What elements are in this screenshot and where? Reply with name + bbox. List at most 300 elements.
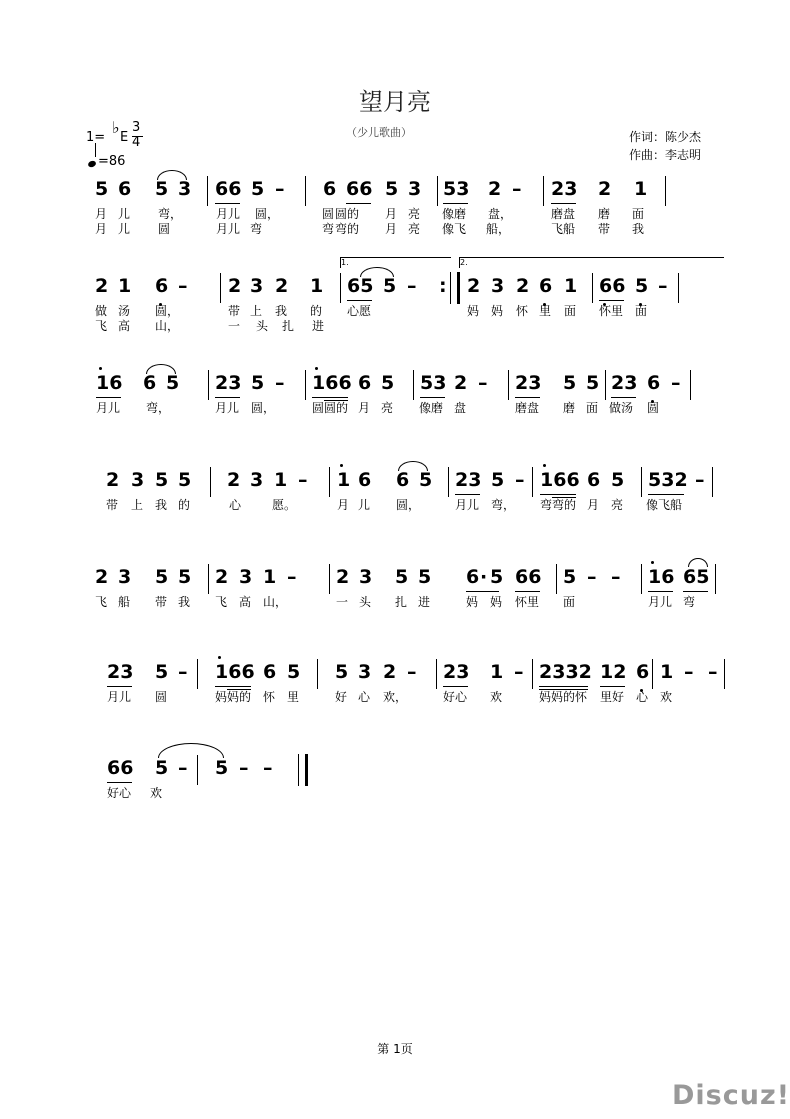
note: 1 xyxy=(490,661,504,683)
note: 6 xyxy=(587,469,601,491)
note: 5 xyxy=(95,178,109,200)
lyric: 进 xyxy=(418,595,431,609)
note: 66 xyxy=(215,178,242,200)
lyric: 月儿 xyxy=(96,401,121,415)
note: 1 66 xyxy=(312,372,352,394)
lyric: 月儿 xyxy=(215,401,240,415)
lyric: 汤 xyxy=(118,304,131,318)
note: 2 xyxy=(467,275,481,297)
lyric: 的 xyxy=(178,498,191,512)
note: 3 xyxy=(408,178,422,200)
underline xyxy=(611,397,636,398)
note: 1 xyxy=(263,566,277,588)
bar-line xyxy=(197,755,198,785)
bar-line xyxy=(715,564,716,594)
note: 6 xyxy=(636,661,650,683)
quarter-note-icon xyxy=(87,160,97,168)
note: – xyxy=(512,178,522,200)
note: 5 xyxy=(381,372,395,394)
slur xyxy=(360,267,394,277)
bar-line xyxy=(641,564,642,594)
note: 3 xyxy=(250,275,264,297)
lyric: 面 xyxy=(635,304,648,318)
page-number: 第 1页 xyxy=(377,1042,413,1056)
note: 6 xyxy=(143,372,157,394)
lyric: 船 xyxy=(118,595,131,609)
note: 3 xyxy=(358,661,372,683)
note: 1 xyxy=(660,661,674,683)
lyric: 月 xyxy=(587,498,600,512)
lyric: 弯弯的 xyxy=(540,498,577,512)
note: 5 xyxy=(335,661,349,683)
lyric: 亮 xyxy=(611,498,624,512)
note: 65 xyxy=(347,275,374,297)
note: 53 xyxy=(443,178,470,200)
lyric: 圆 xyxy=(155,690,168,704)
lyric: 像磨 xyxy=(419,401,444,415)
underline xyxy=(683,591,708,592)
note: 5 xyxy=(418,566,432,588)
lyric: 像飞船 xyxy=(646,498,683,512)
bar-line xyxy=(532,467,533,497)
bar-line xyxy=(592,273,593,303)
note: 1 xyxy=(118,275,132,297)
note: 3 xyxy=(359,566,373,588)
note: 2 xyxy=(488,178,502,200)
note: 532 xyxy=(648,469,688,491)
lyric: 面 xyxy=(563,595,576,609)
bar-line xyxy=(652,659,653,689)
bar-line xyxy=(436,659,437,689)
lyric: 山， xyxy=(263,595,288,609)
lyric: 怀 xyxy=(516,304,529,318)
note: 6 xyxy=(155,275,169,297)
note: 3 xyxy=(491,275,505,297)
bar-line xyxy=(208,370,209,400)
note: – xyxy=(407,661,417,683)
bar-line xyxy=(448,467,449,497)
slur xyxy=(157,170,187,180)
tempo-marking xyxy=(88,154,125,169)
note: 1 66 xyxy=(540,469,580,491)
bar-line xyxy=(317,659,318,689)
note: 3 xyxy=(118,566,132,588)
lyric: 圆， xyxy=(251,401,276,415)
lyric: 面 xyxy=(586,401,599,415)
underline xyxy=(420,397,445,398)
note: 5 xyxy=(385,178,399,200)
lyric: 亮 xyxy=(408,222,421,236)
note: – xyxy=(275,178,285,200)
lyric: 进 xyxy=(312,319,325,333)
lyric: 月儿 xyxy=(455,498,480,512)
bar-line xyxy=(508,370,509,400)
underline xyxy=(600,686,625,687)
lyric: 月儿 xyxy=(216,207,241,221)
lyric: 带 xyxy=(228,304,241,318)
underline xyxy=(346,203,371,204)
lyricist-credit: 作词：陈少杰 xyxy=(629,130,702,144)
lyric: 弯， xyxy=(491,498,516,512)
repeat-sign: : xyxy=(439,275,447,297)
note: 6 xyxy=(358,372,372,394)
underline xyxy=(466,591,499,592)
lyric: 做汤 xyxy=(609,401,634,415)
lyric: 磨盘 xyxy=(515,401,540,415)
note: – xyxy=(263,757,273,779)
lyric: 里 xyxy=(287,690,300,704)
lyric: 儿 xyxy=(118,222,131,236)
note: – xyxy=(287,566,297,588)
time-signature-divider xyxy=(132,136,143,137)
underline xyxy=(443,203,468,204)
note: 6 xyxy=(647,372,661,394)
underline xyxy=(215,686,251,687)
underline xyxy=(515,591,540,592)
note: 6 xyxy=(358,469,372,491)
lyric: 欢， xyxy=(383,690,408,704)
note: 6 xyxy=(396,469,410,491)
note: 53 xyxy=(420,372,447,394)
note: 2 xyxy=(227,469,241,491)
note: – xyxy=(514,661,524,683)
lyric: 弯， xyxy=(158,207,183,221)
slur xyxy=(146,364,176,374)
note: 2 xyxy=(228,275,242,297)
note: 23 xyxy=(443,661,470,683)
note: 66 xyxy=(346,178,373,200)
note: – xyxy=(239,757,249,779)
underline xyxy=(515,397,540,398)
underline xyxy=(347,300,372,301)
lyric: 儿 xyxy=(358,498,371,512)
lyric: 的 xyxy=(310,304,323,318)
lyric: 面 xyxy=(632,207,645,221)
note: 66 xyxy=(599,275,626,297)
key-prefix: 1= xyxy=(86,130,106,145)
note: 5 xyxy=(611,469,625,491)
underline xyxy=(312,397,348,398)
note: 6 xyxy=(466,566,480,588)
lyric: 月 xyxy=(95,222,108,236)
note: 2332 xyxy=(539,661,592,683)
lyric: 圆 xyxy=(647,401,660,415)
bar-line xyxy=(207,176,208,206)
tie xyxy=(158,743,224,758)
note: 5 xyxy=(155,661,169,683)
lyric: 做 xyxy=(95,304,108,318)
note: – xyxy=(407,275,417,297)
bar-line xyxy=(437,176,438,206)
lyric: 亮 xyxy=(381,401,394,415)
lyric: 圆， xyxy=(155,304,180,318)
note: 1 xyxy=(310,275,324,297)
note: – xyxy=(684,661,694,683)
note: 5 xyxy=(383,275,397,297)
bar-line xyxy=(556,564,557,594)
note: 2 xyxy=(95,275,109,297)
lyric: 山， xyxy=(155,319,180,333)
lyric: 扎 xyxy=(395,595,408,609)
bar-line xyxy=(712,467,713,497)
note: 5 xyxy=(563,372,577,394)
watermark-logo xyxy=(672,1080,790,1111)
note: – xyxy=(695,469,705,491)
note: 23 xyxy=(515,372,542,394)
note: – xyxy=(178,275,188,297)
lyric: 月 xyxy=(337,498,350,512)
note: 5 xyxy=(251,178,265,200)
bar-line xyxy=(665,176,666,206)
note: 5 xyxy=(178,566,192,588)
lyric: 像磨 xyxy=(442,207,467,221)
song-title: 望月亮 xyxy=(359,88,431,116)
lyric: 上 xyxy=(131,498,144,512)
underline xyxy=(443,686,468,687)
lyric: 我 xyxy=(178,595,191,609)
lyric: 飞船 xyxy=(551,222,576,236)
note: 2 xyxy=(454,372,468,394)
lyric: 弯 xyxy=(250,222,263,236)
lyric: 怀里 xyxy=(515,595,540,609)
lyric: 我 xyxy=(275,304,288,318)
lyric: 亮 xyxy=(408,207,421,221)
note: – xyxy=(515,469,525,491)
lyric: 月 xyxy=(385,207,398,221)
underline xyxy=(455,494,480,495)
lyric: 我 xyxy=(632,222,645,236)
underline xyxy=(107,686,132,687)
note: 2 xyxy=(383,661,397,683)
note: 6 xyxy=(263,661,277,683)
lyric: 怀 xyxy=(263,690,276,704)
bar-line xyxy=(605,370,606,400)
lyric: 月儿 xyxy=(648,595,673,609)
note-stem xyxy=(95,143,96,157)
note: 5 xyxy=(586,372,600,394)
slur xyxy=(398,461,428,471)
lyric: 愿。 xyxy=(272,498,297,512)
note: 2 xyxy=(95,566,109,588)
lyric: 心 xyxy=(636,690,649,704)
song-subtitle: （少儿歌曲） xyxy=(346,126,412,139)
lyric: 船， xyxy=(486,222,511,236)
note: 23 xyxy=(455,469,482,491)
lyric: 弯， xyxy=(146,401,171,415)
note: 5 xyxy=(491,469,505,491)
note: 6 xyxy=(118,178,132,200)
lyric: 弯 xyxy=(322,222,335,236)
bar-line xyxy=(678,273,679,303)
note: – xyxy=(298,469,308,491)
note: 5 xyxy=(395,566,409,588)
bar-line xyxy=(690,370,691,400)
bar-line xyxy=(329,467,330,497)
note: 1 xyxy=(634,178,648,200)
lyric: 盘， xyxy=(488,207,513,221)
note: – xyxy=(611,566,621,588)
bar-line xyxy=(724,659,725,689)
lyric: 弯的 xyxy=(335,222,360,236)
note: 5 xyxy=(251,372,265,394)
bar-line xyxy=(305,370,306,400)
bar-line xyxy=(208,564,209,594)
lyric: 圆 xyxy=(322,207,335,221)
note: – xyxy=(708,661,718,683)
note: 5 xyxy=(178,469,192,491)
lyric: 我 xyxy=(155,498,168,512)
underline xyxy=(599,300,624,301)
note: 1 66 xyxy=(215,661,255,683)
bar-line xyxy=(641,467,642,497)
lyric: 欢 xyxy=(660,690,673,704)
note: 5 xyxy=(287,661,301,683)
lyric: 面 xyxy=(564,304,577,318)
watermark-text: Discuz xyxy=(672,1080,777,1111)
note: 2 xyxy=(516,275,530,297)
volta-label: 2. xyxy=(460,258,468,267)
note: 5 xyxy=(490,566,504,588)
lyric: 一 xyxy=(228,319,241,333)
note: 5 xyxy=(155,469,169,491)
slur xyxy=(688,558,708,567)
lyric: 带 xyxy=(598,222,611,236)
lyric: 头 xyxy=(256,319,269,333)
note: 2 xyxy=(336,566,350,588)
lyric: 心 xyxy=(358,690,371,704)
lyric: 磨盘 xyxy=(551,207,576,221)
lyric: 里好 xyxy=(600,690,625,704)
tempo-value: =86 xyxy=(98,154,126,169)
lyric: 心愿 xyxy=(347,304,372,318)
lyric: 上 xyxy=(250,304,263,318)
bar-line xyxy=(210,467,211,497)
lyric: 飞 xyxy=(95,319,108,333)
lyric: 月儿 xyxy=(216,222,241,236)
lyric: 月 xyxy=(385,222,398,236)
underline xyxy=(648,591,673,592)
flat-icon: ♭ xyxy=(112,118,120,137)
note: 3 xyxy=(239,566,253,588)
lyric: 圆， xyxy=(255,207,280,221)
note: 6 xyxy=(539,275,553,297)
lyric: 好 xyxy=(335,690,348,704)
bar-line xyxy=(543,176,544,206)
lyric: 飞 xyxy=(95,595,108,609)
lyric: 妈 xyxy=(466,595,479,609)
note: – xyxy=(658,275,668,297)
lyric: 妈 xyxy=(490,595,503,609)
lyric: 高 xyxy=(239,595,252,609)
note: 1 6 xyxy=(96,372,122,394)
lyric: 高 xyxy=(118,319,131,333)
lyric: 带 xyxy=(106,498,119,512)
note: 5 xyxy=(635,275,649,297)
lyric: 圆， xyxy=(396,498,421,512)
note: 6 xyxy=(323,178,337,200)
underline xyxy=(648,494,684,495)
lyric: 欢 xyxy=(490,690,503,704)
note: 23 xyxy=(611,372,638,394)
lyric: 心 xyxy=(229,498,242,512)
repeat-bar-line xyxy=(450,272,460,304)
note: 5 xyxy=(155,566,169,588)
bar-line xyxy=(329,564,330,594)
note: 66 xyxy=(107,757,134,779)
bar-line xyxy=(305,176,306,206)
underline xyxy=(539,686,588,687)
time-signature-bottom: 4 xyxy=(132,135,141,150)
note: 2 xyxy=(275,275,289,297)
note: – xyxy=(178,757,188,779)
note: – xyxy=(275,372,285,394)
lyric: 好心 xyxy=(107,786,132,800)
volta-bracket xyxy=(459,257,724,268)
note: 2 xyxy=(598,178,612,200)
lyric: 妈 xyxy=(467,304,480,318)
lyric: 妈妈的 xyxy=(215,690,252,704)
lyric: 圆 xyxy=(158,222,171,236)
lyric: 欢 xyxy=(150,786,163,800)
lyric: 盘 xyxy=(454,401,467,415)
final-bar-line xyxy=(298,754,308,786)
note: 66 xyxy=(515,566,542,588)
lyric: 里 xyxy=(539,304,552,318)
note: 5 xyxy=(563,566,577,588)
underline xyxy=(540,494,576,495)
lyric: 像飞 xyxy=(442,222,467,236)
lyric: 扎 xyxy=(282,319,295,333)
note: 23 xyxy=(107,661,134,683)
bar-line xyxy=(413,370,414,400)
note: 3 xyxy=(250,469,264,491)
note: 1 xyxy=(337,469,350,491)
lyric: 怀里 xyxy=(599,304,624,318)
note: 5 xyxy=(155,178,169,200)
lyric: 月 xyxy=(358,401,371,415)
lyric: 一 xyxy=(336,595,349,609)
note: 3 xyxy=(131,469,145,491)
lyric: 圆的 xyxy=(335,207,360,221)
note: 5 xyxy=(215,757,229,779)
lyric: 月儿 xyxy=(107,690,132,704)
note: 2 xyxy=(106,469,120,491)
note: 1 6 xyxy=(648,566,674,588)
note: – xyxy=(478,372,488,394)
composer-credit: 作曲：李志明 xyxy=(629,148,702,162)
note: 23 xyxy=(551,178,578,200)
note: – xyxy=(178,661,188,683)
note: 12 xyxy=(600,661,627,683)
underline xyxy=(215,397,240,398)
bar-line xyxy=(340,273,341,303)
lyric: 妈 xyxy=(491,304,504,318)
volta-label: 1. xyxy=(341,258,349,267)
lyric: 磨 xyxy=(598,207,611,221)
underline xyxy=(215,203,240,204)
lyric: 好心 xyxy=(443,690,468,704)
time-signature-top: 3 xyxy=(132,120,141,135)
note: – xyxy=(587,566,597,588)
time-signature xyxy=(132,120,140,150)
dotted-note-dot: · xyxy=(480,566,488,588)
note: 5 xyxy=(419,469,433,491)
lyric: 妈妈的怀 xyxy=(539,690,588,704)
bar-line xyxy=(220,273,221,303)
watermark-mark: ! xyxy=(776,1080,790,1111)
note: – xyxy=(671,372,681,394)
lyric: 飞 xyxy=(215,595,228,609)
